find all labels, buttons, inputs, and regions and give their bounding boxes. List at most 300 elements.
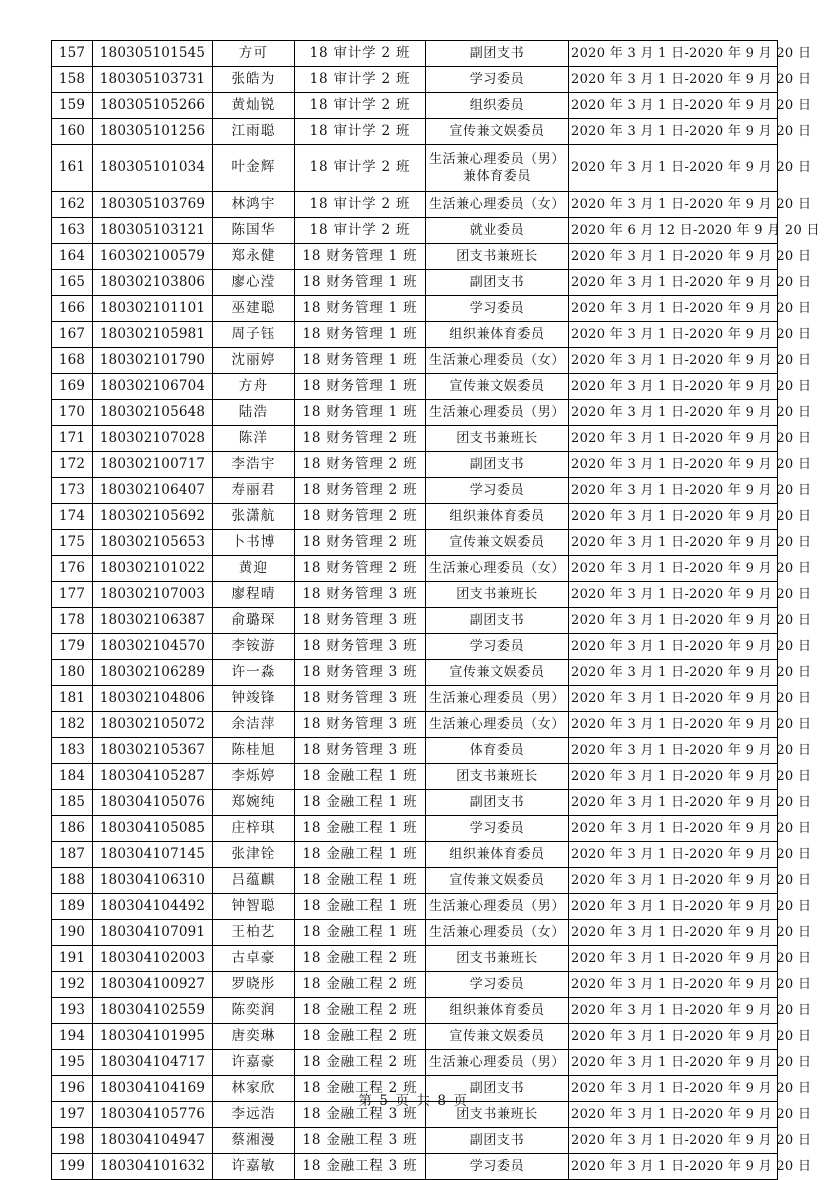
cell-position: 就业委员: [426, 218, 569, 244]
cell-name: 庄梓琪: [213, 816, 295, 842]
cell-position: 副团支书: [426, 452, 569, 478]
cell-student-id: 180302104806: [93, 686, 213, 712]
table-row: [52, 218, 778, 244]
cell-name: 许嘉豪: [213, 1050, 295, 1076]
cell-student-id: 180304107145: [93, 842, 213, 868]
cell-term: 2020 年 3 月 1 日-2020 年 9 月 20 日: [569, 582, 778, 608]
cell-name: 余洁萍: [213, 712, 295, 738]
table-row: [52, 119, 778, 145]
cell-term: 2020 年 3 月 1 日-2020 年 9 月 20 日: [569, 93, 778, 119]
table-row: [52, 1154, 778, 1180]
table-row: [52, 348, 778, 374]
cell-sequence: 174: [52, 504, 93, 530]
cell-position: 生活兼心理委员（男）兼体育委员: [426, 145, 569, 192]
table-row: [52, 1050, 778, 1076]
cell-position: 生活兼心理委员（女）: [426, 192, 569, 218]
cell-position: 生活兼心理委员（女）: [426, 348, 569, 374]
cell-class: 18 金融工程 2 班: [295, 946, 426, 972]
cell-position: 组织兼体育委员: [426, 322, 569, 348]
cell-sequence: 160: [52, 119, 93, 145]
cell-student-id: 180305101545: [93, 41, 213, 67]
cell-sequence: 178: [52, 608, 93, 634]
cell-term: 2020 年 3 月 1 日-2020 年 9 月 20 日: [569, 608, 778, 634]
cell-student-id: 180305103121: [93, 218, 213, 244]
table-row: [52, 634, 778, 660]
cell-name: 方可: [213, 41, 295, 67]
cell-position: 副团支书: [426, 41, 569, 67]
cell-term: 2020 年 3 月 1 日-2020 年 9 月 20 日: [569, 920, 778, 946]
table-row: [52, 894, 778, 920]
cell-term: 2020 年 3 月 1 日-2020 年 9 月 20 日: [569, 1076, 778, 1102]
cell-name: 张皓为: [213, 67, 295, 93]
table-row: [52, 946, 778, 972]
cell-sequence: 173: [52, 478, 93, 504]
cell-class: 18 财务管理 3 班: [295, 686, 426, 712]
cell-term: 2020 年 3 月 1 日-2020 年 9 月 20 日: [569, 764, 778, 790]
table-row: [52, 478, 778, 504]
cell-student-id: 180304106310: [93, 868, 213, 894]
cell-class: 18 财务管理 1 班: [295, 400, 426, 426]
cell-class: 18 财务管理 2 班: [295, 478, 426, 504]
cell-sequence: 184: [52, 764, 93, 790]
table-row: [52, 400, 778, 426]
table-row: [52, 41, 778, 67]
cell-term: 2020 年 3 月 1 日-2020 年 9 月 20 日: [569, 1102, 778, 1128]
cell-student-id: 180304102003: [93, 946, 213, 972]
cell-name: 陈奕润: [213, 998, 295, 1024]
cell-student-id: 180302101022: [93, 556, 213, 582]
cell-student-id: 180305101034: [93, 145, 213, 192]
cell-class: 18 财务管理 3 班: [295, 738, 426, 764]
cell-name: 钟智聪: [213, 894, 295, 920]
cell-name: 陈桂旭: [213, 738, 295, 764]
cell-class: 18 财务管理 2 班: [295, 452, 426, 478]
cell-class: 18 财务管理 1 班: [295, 296, 426, 322]
cell-position: 团支书兼班长: [426, 946, 569, 972]
cell-student-id: 180304107091: [93, 920, 213, 946]
cell-term: 2020 年 3 月 1 日-2020 年 9 月 20 日: [569, 244, 778, 270]
cell-class: 18 金融工程 1 班: [295, 894, 426, 920]
cell-term: 2020 年 3 月 1 日-2020 年 9 月 20 日: [569, 634, 778, 660]
cell-term: 2020 年 3 月 1 日-2020 年 9 月 20 日: [569, 400, 778, 426]
cell-position: 团支书兼班长: [426, 582, 569, 608]
cell-term: 2020 年 3 月 1 日-2020 年 9 月 20 日: [569, 1024, 778, 1050]
cell-name: 李远浩: [213, 1102, 295, 1128]
cell-student-id: 180304102559: [93, 998, 213, 1024]
cell-position: 宣传兼文娱委员: [426, 1024, 569, 1050]
cell-class: 18 财务管理 2 班: [295, 426, 426, 452]
cell-position: 宣传兼文娱委员: [426, 530, 569, 556]
table-row: [52, 998, 778, 1024]
table-row: [52, 244, 778, 270]
cell-position: 体育委员: [426, 738, 569, 764]
cell-sequence: 166: [52, 296, 93, 322]
cell-term: 2020 年 3 月 1 日-2020 年 9 月 20 日: [569, 41, 778, 67]
cell-class: 18 财务管理 1 班: [295, 348, 426, 374]
cell-sequence: 177: [52, 582, 93, 608]
cell-student-id: 180302105367: [93, 738, 213, 764]
table-row: [52, 145, 778, 192]
table-row: [52, 686, 778, 712]
cell-name: 巫建聪: [213, 296, 295, 322]
cell-position: 学习委员: [426, 972, 569, 998]
cell-term: 2020 年 3 月 1 日-2020 年 9 月 20 日: [569, 1154, 778, 1180]
cell-name: 廖心滢: [213, 270, 295, 296]
table-row: [52, 582, 778, 608]
cell-term: 2020 年 3 月 1 日-2020 年 9 月 20 日: [569, 426, 778, 452]
cell-class: 18 审计学 2 班: [295, 67, 426, 93]
cell-sequence: 175: [52, 530, 93, 556]
cell-term: 2020 年 3 月 1 日-2020 年 9 月 20 日: [569, 452, 778, 478]
table-row: [52, 842, 778, 868]
cell-position: 团支书兼班长: [426, 426, 569, 452]
cell-name: 李铵游: [213, 634, 295, 660]
cell-term: 2020 年 3 月 1 日-2020 年 9 月 20 日: [569, 374, 778, 400]
cell-position: 团支书兼班长: [426, 764, 569, 790]
cell-sequence: 193: [52, 998, 93, 1024]
page-footer: 第 5 页 共 8 页: [358, 1093, 469, 1109]
cell-position: 副团支书: [426, 790, 569, 816]
cell-sequence: 188: [52, 868, 93, 894]
cell-student-id: 160302100579: [93, 244, 213, 270]
cell-class: 18 金融工程 2 班: [295, 1076, 426, 1102]
cell-class: 18 财务管理 1 班: [295, 374, 426, 400]
cell-student-id: 180305105266: [93, 93, 213, 119]
table-row: [52, 67, 778, 93]
cell-term: 2020 年 3 月 1 日-2020 年 9 月 20 日: [569, 868, 778, 894]
cell-name: 廖程晴: [213, 582, 295, 608]
cell-sequence: 168: [52, 348, 93, 374]
cell-class: 18 金融工程 2 班: [295, 998, 426, 1024]
cell-student-id: 180302107003: [93, 582, 213, 608]
cell-class: 18 财务管理 1 班: [295, 270, 426, 296]
cell-sequence: 182: [52, 712, 93, 738]
cell-term: 2020 年 6 月 12 日-2020 年 9 月 20 日: [569, 218, 778, 244]
cell-student-id: 180302101101: [93, 296, 213, 322]
table-row: [52, 296, 778, 322]
cell-position: 生活兼心理委员（男）: [426, 400, 569, 426]
cell-name: 陈国华: [213, 218, 295, 244]
cell-sequence: 190: [52, 920, 93, 946]
cell-position: 生活兼心理委员（男）: [426, 1050, 569, 1076]
cell-sequence: 163: [52, 218, 93, 244]
cell-term: 2020 年 3 月 1 日-2020 年 9 月 20 日: [569, 270, 778, 296]
cell-sequence: 161: [52, 145, 93, 192]
cell-position: 生活兼心理委员（男）: [426, 686, 569, 712]
cell-student-id: 180302105648: [93, 400, 213, 426]
table-row: [52, 738, 778, 764]
cell-position: 团支书兼班长: [426, 1102, 569, 1128]
cell-name: 叶金辉: [213, 145, 295, 192]
cell-position: 宣传兼文娱委员: [426, 374, 569, 400]
cell-name: 许嘉敏: [213, 1154, 295, 1180]
cell-class: 18 金融工程 1 班: [295, 764, 426, 790]
cell-term: 2020 年 3 月 1 日-2020 年 9 月 20 日: [569, 348, 778, 374]
cell-class: 18 财务管理 2 班: [295, 556, 426, 582]
table-row: [52, 452, 778, 478]
cell-sequence: 197: [52, 1102, 93, 1128]
cell-sequence: 170: [52, 400, 93, 426]
cell-student-id: 180304105776: [93, 1102, 213, 1128]
cell-name: 蔡湘漫: [213, 1128, 295, 1154]
cell-student-id: 180302105072: [93, 712, 213, 738]
cell-name: 黄灿锐: [213, 93, 295, 119]
cell-name: 李浩宇: [213, 452, 295, 478]
cell-term: 2020 年 3 月 1 日-2020 年 9 月 20 日: [569, 296, 778, 322]
cell-position: 学习委员: [426, 296, 569, 322]
table-row: [52, 93, 778, 119]
cell-term: 2020 年 3 月 1 日-2020 年 9 月 20 日: [569, 816, 778, 842]
cell-sequence: 164: [52, 244, 93, 270]
cell-sequence: 186: [52, 816, 93, 842]
cell-position: 学习委员: [426, 816, 569, 842]
cell-student-id: 180304104492: [93, 894, 213, 920]
cell-sequence: 157: [52, 41, 93, 67]
cell-term: 2020 年 3 月 1 日-2020 年 9 月 20 日: [569, 712, 778, 738]
cell-class: 18 审计学 2 班: [295, 218, 426, 244]
table-row: [52, 868, 778, 894]
cell-position: 宣传兼文娱委员: [426, 660, 569, 686]
cell-sequence: 183: [52, 738, 93, 764]
cell-term: 2020 年 3 月 1 日-2020 年 9 月 20 日: [569, 530, 778, 556]
cell-term: 2020 年 3 月 1 日-2020 年 9 月 20 日: [569, 1128, 778, 1154]
table-row: [52, 608, 778, 634]
cell-sequence: 199: [52, 1154, 93, 1180]
cell-term: 2020 年 3 月 1 日-2020 年 9 月 20 日: [569, 738, 778, 764]
cell-student-id: 180304105076: [93, 790, 213, 816]
cell-sequence: 195: [52, 1050, 93, 1076]
cell-term: 2020 年 3 月 1 日-2020 年 9 月 20 日: [569, 504, 778, 530]
cell-student-id: 180304101995: [93, 1024, 213, 1050]
cell-position: 生活兼心理委员（男）: [426, 894, 569, 920]
cell-sequence: 181: [52, 686, 93, 712]
cell-student-id: 180305103731: [93, 67, 213, 93]
cell-name: 寿丽君: [213, 478, 295, 504]
cell-name: 罗晓彤: [213, 972, 295, 998]
table-row: [52, 504, 778, 530]
cell-position: 团支书兼班长: [426, 244, 569, 270]
cell-sequence: 169: [52, 374, 93, 400]
cell-position: 学习委员: [426, 1154, 569, 1180]
table-row: [52, 270, 778, 296]
table-row: [52, 374, 778, 400]
cell-position: 副团支书: [426, 1076, 569, 1102]
cell-position: 生活兼心理委员（女）: [426, 920, 569, 946]
table-row: [52, 1128, 778, 1154]
cell-name: 许一淼: [213, 660, 295, 686]
cell-class: 18 金融工程 3 班: [295, 1102, 426, 1128]
table-row: [52, 556, 778, 582]
cell-term: 2020 年 3 月 1 日-2020 年 9 月 20 日: [569, 842, 778, 868]
cell-position: 副团支书: [426, 1128, 569, 1154]
cell-student-id: 180302107028: [93, 426, 213, 452]
cell-sequence: 171: [52, 426, 93, 452]
cell-sequence: 187: [52, 842, 93, 868]
cell-student-id: 180304104947: [93, 1128, 213, 1154]
cell-sequence: 167: [52, 322, 93, 348]
table-row: [52, 660, 778, 686]
cell-name: 方舟: [213, 374, 295, 400]
cell-name: 卜书博: [213, 530, 295, 556]
cell-student-id: 180304105085: [93, 816, 213, 842]
cell-sequence: 194: [52, 1024, 93, 1050]
cell-student-id: 180305103769: [93, 192, 213, 218]
cell-name: 黄迎: [213, 556, 295, 582]
cell-student-id: 180302105981: [93, 322, 213, 348]
cell-name: 俞璐琛: [213, 608, 295, 634]
cell-term: 2020 年 3 月 1 日-2020 年 9 月 20 日: [569, 192, 778, 218]
cell-term: 2020 年 3 月 1 日-2020 年 9 月 20 日: [569, 660, 778, 686]
cell-name: 唐奕琳: [213, 1024, 295, 1050]
cell-name: 沈丽婷: [213, 348, 295, 374]
cell-sequence: 185: [52, 790, 93, 816]
roster-table-container: [51, 40, 820, 1180]
cell-position: 生活兼心理委员（女）: [426, 712, 569, 738]
cell-position: 副团支书: [426, 270, 569, 296]
cell-student-id: 180302101790: [93, 348, 213, 374]
cell-position: 学习委员: [426, 67, 569, 93]
cell-term: 2020 年 3 月 1 日-2020 年 9 月 20 日: [569, 322, 778, 348]
cell-class: 18 财务管理 2 班: [295, 530, 426, 556]
cell-term: 2020 年 3 月 1 日-2020 年 9 月 20 日: [569, 67, 778, 93]
cell-position: 组织兼体育委员: [426, 504, 569, 530]
cell-student-id: 180304104169: [93, 1076, 213, 1102]
table-row: [52, 1024, 778, 1050]
cell-name: 郑婉纯: [213, 790, 295, 816]
cell-sequence: 158: [52, 67, 93, 93]
cell-class: 18 财务管理 1 班: [295, 244, 426, 270]
cell-sequence: 192: [52, 972, 93, 998]
cell-name: 李烁婷: [213, 764, 295, 790]
cell-student-id: 180302106387: [93, 608, 213, 634]
cell-term: 2020 年 3 月 1 日-2020 年 9 月 20 日: [569, 556, 778, 582]
cell-class: 18 金融工程 1 班: [295, 842, 426, 868]
cell-name: 张潇航: [213, 504, 295, 530]
cell-class: 18 审计学 2 班: [295, 41, 426, 67]
cell-sequence: 159: [52, 93, 93, 119]
table-row: [52, 192, 778, 218]
cell-sequence: 172: [52, 452, 93, 478]
cell-student-id: 180304105287: [93, 764, 213, 790]
cell-class: 18 金融工程 3 班: [295, 1154, 426, 1180]
cell-position: 组织兼体育委员: [426, 998, 569, 1024]
cell-name: 林家欣: [213, 1076, 295, 1102]
cell-class: 18 金融工程 2 班: [295, 1050, 426, 1076]
cell-class: 18 金融工程 2 班: [295, 1024, 426, 1050]
cell-position: 学习委员: [426, 478, 569, 504]
cell-student-id: 180304104717: [93, 1050, 213, 1076]
cell-term: 2020 年 3 月 1 日-2020 年 9 月 20 日: [569, 478, 778, 504]
cell-position: 组织兼体育委员: [426, 842, 569, 868]
cell-sequence: 191: [52, 946, 93, 972]
cell-name: 陆浩: [213, 400, 295, 426]
cell-student-id: 180302105692: [93, 504, 213, 530]
cell-name: 江雨聪: [213, 119, 295, 145]
cell-term: 2020 年 3 月 1 日-2020 年 9 月 20 日: [569, 998, 778, 1024]
cell-position: 组织委员: [426, 93, 569, 119]
table-row: [52, 712, 778, 738]
cell-name: 郑永健: [213, 244, 295, 270]
cell-student-id: 180302105653: [93, 530, 213, 556]
cell-class: 18 金融工程 1 班: [295, 920, 426, 946]
cell-term: 2020 年 3 月 1 日-2020 年 9 月 20 日: [569, 790, 778, 816]
table-row: [52, 530, 778, 556]
cell-name: 吕蕴麒: [213, 868, 295, 894]
cell-class: 18 财务管理 3 班: [295, 634, 426, 660]
cell-name: 周子钰: [213, 322, 295, 348]
table-row: [52, 816, 778, 842]
cell-class: 18 财务管理 2 班: [295, 504, 426, 530]
cell-student-id: 180304101632: [93, 1154, 213, 1180]
cell-class: 18 财务管理 3 班: [295, 712, 426, 738]
cell-sequence: 198: [52, 1128, 93, 1154]
cell-sequence: 179: [52, 634, 93, 660]
cell-class: 18 财务管理 3 班: [295, 660, 426, 686]
cell-class: 18 金融工程 1 班: [295, 790, 426, 816]
cell-name: 陈洋: [213, 426, 295, 452]
cell-name: 张津铨: [213, 842, 295, 868]
cell-sequence: 165: [52, 270, 93, 296]
table-row: [52, 972, 778, 998]
cell-sequence: 180: [52, 660, 93, 686]
cell-term: 2020 年 3 月 1 日-2020 年 9 月 20 日: [569, 145, 778, 192]
cell-name: 古卓豪: [213, 946, 295, 972]
cell-name: 王柏艺: [213, 920, 295, 946]
cell-sequence: 189: [52, 894, 93, 920]
roster-table-body: [52, 41, 820, 1180]
cell-student-id: 180302104570: [93, 634, 213, 660]
cell-class: 18 审计学 2 班: [295, 119, 426, 145]
cell-position: 学习委员: [426, 634, 569, 660]
cell-class: 18 金融工程 1 班: [295, 868, 426, 894]
cell-class: 18 审计学 2 班: [295, 145, 426, 192]
cell-position: 生活兼心理委员（女）: [426, 556, 569, 582]
table-row: [52, 764, 778, 790]
cell-class: 18 审计学 2 班: [295, 192, 426, 218]
table-row: [52, 322, 778, 348]
table-row: [52, 790, 778, 816]
cell-term: 2020 年 3 月 1 日-2020 年 9 月 20 日: [569, 972, 778, 998]
cell-class: 18 财务管理 3 班: [295, 608, 426, 634]
cell-term: 2020 年 3 月 1 日-2020 年 9 月 20 日: [569, 894, 778, 920]
cell-class: 18 财务管理 1 班: [295, 322, 426, 348]
cell-student-id: 180302106704: [93, 374, 213, 400]
cell-position: 副团支书: [426, 608, 569, 634]
cell-student-id: 180302106407: [93, 478, 213, 504]
cell-class: 18 审计学 2 班: [295, 93, 426, 119]
cell-name: 林鸿宇: [213, 192, 295, 218]
table-row: [52, 920, 778, 946]
cell-student-id: 180304100927: [93, 972, 213, 998]
cell-term: 2020 年 3 月 1 日-2020 年 9 月 20 日: [569, 119, 778, 145]
cell-term: 2020 年 3 月 1 日-2020 年 9 月 20 日: [569, 946, 778, 972]
cell-sequence: 162: [52, 192, 93, 218]
cell-position: 宣传兼文娱委员: [426, 119, 569, 145]
roster-table: [51, 40, 820, 1180]
cell-sequence: 196: [52, 1076, 93, 1102]
cell-position: 宣传兼文娱委员: [426, 868, 569, 894]
cell-class: 18 金融工程 2 班: [295, 972, 426, 998]
cell-name: 钟竣锋: [213, 686, 295, 712]
cell-term: 2020 年 3 月 1 日-2020 年 9 月 20 日: [569, 1050, 778, 1076]
cell-sequence: 176: [52, 556, 93, 582]
table-row: [52, 426, 778, 452]
cell-student-id: 180305101256: [93, 119, 213, 145]
cell-term: 2020 年 3 月 1 日-2020 年 9 月 20 日: [569, 686, 778, 712]
cell-class: 18 金融工程 3 班: [295, 1128, 426, 1154]
cell-student-id: 180302106289: [93, 660, 213, 686]
cell-student-id: 180302103806: [93, 270, 213, 296]
